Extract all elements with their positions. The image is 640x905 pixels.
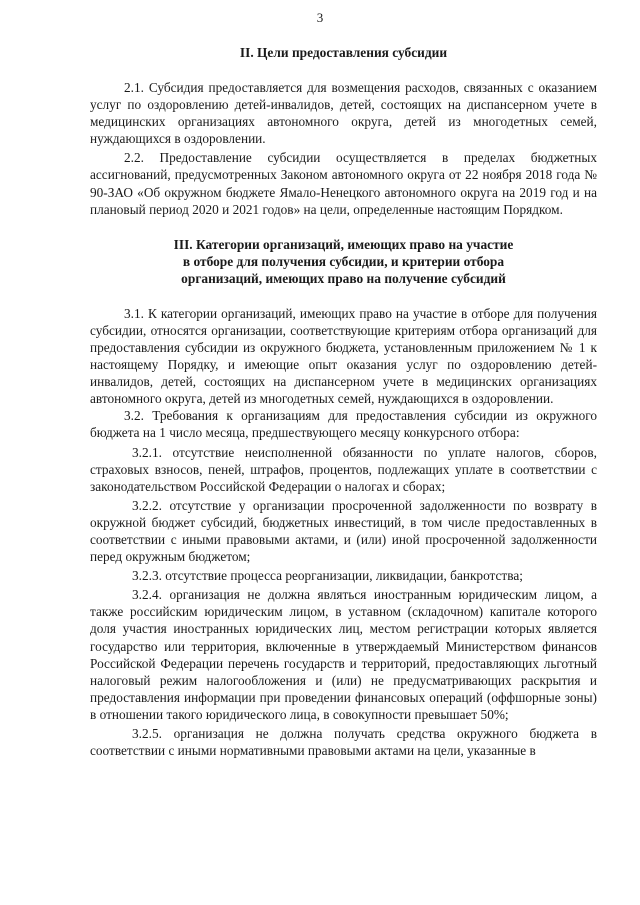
paragraph-3-1: 3.1. К категории организаций, имеющих право на участие в отборе для получения субсидии, относятся организации, соответствующие критериям отбора организаций для предоставления субсидии из окружного бюджета, установленным приложением № 1 к настоящему Порядку, и имеющие опыт оказания услуг по оздоровлению детей-инвалидов, детей, состоящих на диспансерном учете в медицинских организациях автономного округа, детей из многодетных семей, нуждающихся в оздоровлении. [90,305,597,407]
paragraph-3-2-1: 3.2.1. отсутствие неисполненной обязанности по уплате налогов, сборов, страховых взносов, пеней, штрафов, процентов, подлежащих уплате в соответствии с законодательством Российской Федерации о налогах и сборах; [90,444,597,494]
section-3-heading-line: организаций, имеющих право на получение субсидий [181,270,506,286]
section-3-heading-line: III. Категории организаций, имеющих право на участие [173,236,514,252]
paragraph-3-2: 3.2. Требования к организациям для предоставления субсидии из окружного бюджета на 1 число месяца, предшествующего месяцу конкурсного отбора: [90,408,597,441]
page-number: 3 [316,10,324,25]
document-body [90,44,597,759]
section-2-heading: II. Цели предоставления субсидии [239,45,448,60]
paragraph-3-2-5: 3.2.5. организация не должна получать средства окружного бюджета в соответствии с иными нормативными правовыми актами на цели, указанные в [90,726,597,759]
paragraph-3-2-4: 3.2.4. организация не должна являться иностранным юридическим лицом, а также российским юридическим лицом, в уставном (складочном) капитале которого доля участия иностранных юридических лиц, местом регистрации которых является государство или территория, включенные в утверждаемый Министерством финансов Российской Федерации перечень государств и территорий, предоставляющих льготный налоговый режим налогообложения и (или) не предусматривающих раскрытия и предоставления информации при проведении финансовых операций (оффшорные зоны) в отношении такого юридического лица, в совокупности превышает 50%; [90,587,597,722]
paragraph-2-1: 2.1. Субсидия предоставляется для возмещения расходов, связанных с оказанием услуг по оздоровлению детей-инвалидов, детей, состоящих на диспансерном учете в медицинских организациях автономного округа, детей из многодетных семей, нуждающихся в оздоровлении. [90,80,597,147]
section-3-heading-line: в отборе для получения субсидии, и критерии отбора [182,253,505,269]
section-3-heading [90,236,597,287]
paragraph-3-2-2: 3.2.2. отсутствие у организации просроченной задолженности по возврату в окружной бюджет субсидий, бюджетных инвестиций, в том числе предоставленных в соответствии с иными правовыми актами, и (или) иной просроченной задолженности перед окружным бюджетом; [90,497,597,565]
paragraph-2-2: 2.2. Предоставление субсидии осуществляется в пределах бюджетных ассигнований, предусмотренных Законом автономного округа от 22 ноября 2018 года № 90-ЗАО «Об окружном бюджете Ямало-Ненецкого автономного округа на 2019 год и на плановый период 2020 и 2021 годов» на цели, определенные настоящим Порядком. [90,150,597,217]
paragraph-3-2-3: 3.2.3. отсутствие процесса реорганизации, ликвидации, банкротства; [132,568,523,584]
